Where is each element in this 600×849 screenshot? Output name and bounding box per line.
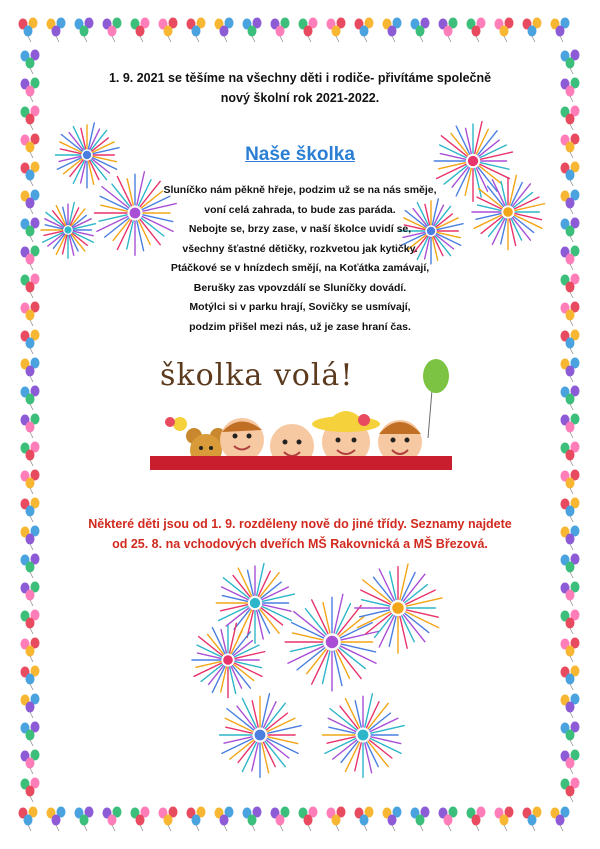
- balloon-icon: [271, 807, 290, 832]
- balloon-icon: [21, 442, 40, 467]
- balloon-icon: [561, 246, 580, 271]
- balloon-icon: [21, 330, 40, 355]
- balloon-icon: [299, 18, 318, 43]
- notice-text: [60, 514, 540, 554]
- balloon-icon: [21, 386, 40, 411]
- balloon-icon: [159, 807, 178, 832]
- poem-line: všechny šťastné dětičky, rozkvetou jak kytičky.: [182, 242, 418, 255]
- poem-line: Ptáčkové se v hnízdech smějí, na Koťátka zamávají,: [170, 262, 430, 274]
- balloon-icon: [103, 807, 122, 832]
- balloon-icon: [21, 526, 40, 551]
- balloon-icon: [21, 750, 40, 775]
- balloon-icon: [561, 666, 580, 691]
- balloon-icon: [21, 694, 40, 719]
- balloon-icon: [561, 554, 580, 579]
- balloon-icon: [21, 554, 40, 579]
- balloon-icon: [21, 106, 40, 131]
- balloon-icon: [561, 50, 580, 75]
- balloon-icon: [215, 807, 234, 832]
- balloon-icon: [383, 807, 402, 832]
- balloon-icon: [75, 18, 94, 43]
- balloon-icon: [19, 18, 38, 43]
- firework-icon: [188, 620, 268, 700]
- balloon-icon: [561, 778, 580, 803]
- balloon-icon: [523, 807, 542, 832]
- balloon-icon: [439, 18, 458, 43]
- balloon-icon: [215, 18, 234, 43]
- balloon-icon: [21, 274, 40, 299]
- balloon-icon: [561, 526, 580, 551]
- balloon-icon: [561, 190, 580, 215]
- firework-icon: [215, 690, 305, 780]
- balloon-icon: [131, 18, 150, 43]
- balloon-icon: [21, 246, 40, 271]
- balloon-icon: [551, 18, 570, 43]
- balloon-icon: [411, 807, 430, 832]
- balloon-icon: [19, 807, 38, 832]
- balloon-icon: [243, 18, 262, 43]
- balloon-icon: [47, 807, 66, 832]
- poem-line: Berušky zas vpovzdálí se Sluníčky dovádí.: [193, 281, 407, 294]
- balloon-icon: [561, 386, 580, 411]
- balloon-icon: [411, 18, 430, 43]
- balloon-icon: [21, 470, 40, 495]
- balloon-icon: [355, 18, 374, 43]
- balloon-icon: [561, 582, 580, 607]
- firework-icon: [350, 560, 446, 656]
- balloon-icon: [21, 414, 40, 439]
- balloon-icon: [561, 610, 580, 635]
- balloon-icon: [21, 134, 40, 159]
- notice-line: od 25. 8. na vchodových dveřích MŠ Rakovnická a MŠ Březová.: [112, 537, 488, 551]
- banner-text: školka volá!: [160, 358, 354, 393]
- poem-line: Nebojte se, brzy zase, v naší školce uvidí se,: [188, 223, 412, 235]
- balloon-border-right: [554, 46, 586, 803]
- balloon-icon: [47, 18, 66, 43]
- balloon-icon: [21, 722, 40, 747]
- balloon-icon: [551, 807, 570, 832]
- poem-line: Motýlci si v parku hrají, Sovičky se usmívají,: [189, 301, 411, 313]
- balloon-icon: [561, 218, 580, 243]
- balloon-icon: [21, 778, 40, 803]
- balloon-icon: [561, 442, 580, 467]
- balloon-icon: [131, 807, 150, 832]
- balloon-icon: [21, 162, 40, 187]
- balloon-icon: [523, 18, 542, 43]
- poem-line: podzim přišel mezi nás, už je zase hraní čas.: [189, 320, 411, 333]
- balloon-icon: [243, 807, 262, 832]
- balloon-icon: [271, 18, 290, 43]
- balloon-icon: [561, 722, 580, 747]
- balloon-icon: [561, 358, 580, 383]
- balloon-icon: [561, 498, 580, 523]
- balloon-icon: [561, 302, 580, 327]
- page-title: Naše školka: [245, 144, 355, 165]
- balloon-icon: [561, 750, 580, 775]
- balloon-border-bottom: [14, 803, 586, 835]
- balloon-icon: [561, 414, 580, 439]
- balloon-icon: [561, 470, 580, 495]
- poem-line: Sluníčko nám pěkně hřeje, podzim už se na nás směje,: [163, 184, 437, 196]
- notice-line: Některé děti jsou od 1. 9. rozděleny nově do jiné třídy. Seznamy najdete: [88, 517, 512, 531]
- balloon-border-left: [14, 46, 46, 803]
- balloon-icon: [187, 807, 206, 832]
- poem-line: voní celá zahrada, to bude zas paráda.: [204, 203, 396, 216]
- balloon-icon: [21, 638, 40, 663]
- poem: [110, 181, 490, 337]
- balloon-icon: [561, 78, 580, 103]
- balloon-icon: [561, 106, 580, 131]
- balloon-icon: [327, 18, 346, 43]
- balloon-icon: [75, 807, 94, 832]
- intro-line: 1. 9. 2021 se těšíme na všechny děti i rodiče- přivítáme společně: [108, 71, 492, 85]
- balloon-icon: [21, 666, 40, 691]
- balloon-icon: [561, 274, 580, 299]
- balloon-icon: [561, 330, 580, 355]
- balloon-icon: [21, 610, 40, 635]
- balloon-icon: [383, 18, 402, 43]
- balloon-icon: [355, 807, 374, 832]
- balloon-icon: [561, 162, 580, 187]
- balloon-border-top: [14, 14, 586, 46]
- balloon-icon: [467, 807, 486, 832]
- intro-text: [60, 68, 540, 108]
- balloon-icon: [21, 78, 40, 103]
- balloon-icon: [21, 190, 40, 215]
- balloon-icon: [21, 582, 40, 607]
- balloon-icon: [467, 18, 486, 43]
- balloon-icon: [561, 694, 580, 719]
- balloon-icon: [103, 18, 122, 43]
- balloon-icon: [21, 358, 40, 383]
- balloon-icon: [495, 807, 514, 832]
- balloon-icon: [439, 807, 458, 832]
- balloon-icon: [21, 302, 40, 327]
- firework-icon: [318, 690, 408, 780]
- balloon-icon: [187, 18, 206, 43]
- firework-icon: [38, 200, 98, 260]
- balloon-icon: [21, 218, 40, 243]
- balloon-icon: [299, 807, 318, 832]
- balloon-icon: [159, 18, 178, 43]
- balloon-icon: [561, 134, 580, 159]
- balloon-icon: [495, 18, 514, 43]
- balloon-icon: [561, 638, 580, 663]
- balloon-icon: [21, 498, 40, 523]
- intro-line: nový školní rok 2021-2022.: [220, 91, 380, 105]
- balloon-icon: [327, 807, 346, 832]
- balloon-icon: [21, 50, 40, 75]
